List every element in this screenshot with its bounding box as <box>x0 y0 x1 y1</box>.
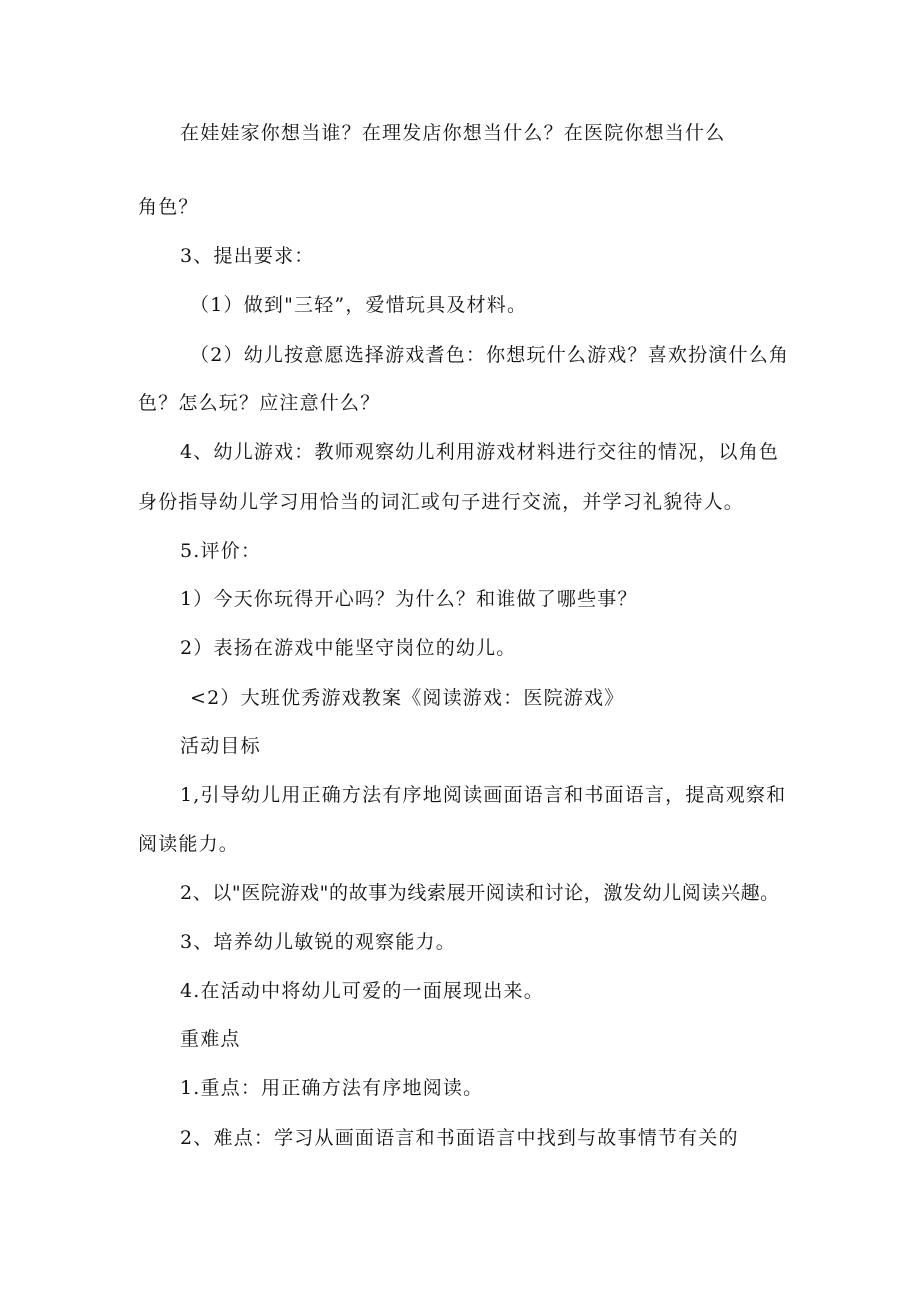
text-line-20: 1.重点：用正确方法有序地阅读。 <box>180 1077 484 1099</box>
text-line-5: （2）幼儿按意愿选择游戏耆色：你想玩什么游戏？喜欢扮演什么角 <box>190 344 790 366</box>
text-line-12: <2）大班优秀游戏教案《阅读游戏：医院游戏》 <box>190 687 625 709</box>
text-line-15: 阅读能力。 <box>138 833 240 855</box>
text-line-2: 角色？ <box>138 196 199 218</box>
text-line-8: 身份指导幼儿学习用恰当的词汇或句子进行交流，并学习礼貌待人。 <box>138 491 745 513</box>
text-line-14: 1,引导幼儿用正确方法有序地阅读画面语言和书面语言，提高观察和 <box>180 784 787 806</box>
text-line-3: 3、提出要求： <box>180 245 315 267</box>
text-line-13: 活动目标 <box>180 735 261 757</box>
text-line-4: （1）做到"三轻”，爱惜玩具及材料。 <box>190 294 528 316</box>
text-line-17: 3、培养幼儿敏锐的观察能力。 <box>180 931 456 953</box>
text-line-19: 重难点 <box>180 1028 241 1050</box>
text-line-11: 2）表扬在游戏中能坚守岗位的幼儿。 <box>180 637 517 659</box>
text-line-16: 2、以"医院游戏"的故事为线索展开阅读和讨论，激发幼儿阅读兴趣。 <box>180 882 780 904</box>
text-line-21: 2、难点：学习从画面语言和书面语言中找到与故事情节有关的 <box>180 1127 739 1149</box>
text-line-6: 色？怎么玩？应注意什么？ <box>138 392 381 414</box>
text-line-1: 在娃娃家你想当谁？在理发店你想当什么？在医院你想当什么 <box>180 122 726 144</box>
text-line-18: 4.在活动中将幼儿可爱的一面展现出来。 <box>180 980 544 1002</box>
text-line-10: 1）今天你玩得开心吗？为什么？和谁做了哪些事？ <box>180 588 638 610</box>
text-line-9: 5.评价： <box>180 540 262 562</box>
text-line-7: 4、幼儿游戏：教师观察幼儿利用游戏材料进行交往的情况，以角色 <box>180 441 780 463</box>
